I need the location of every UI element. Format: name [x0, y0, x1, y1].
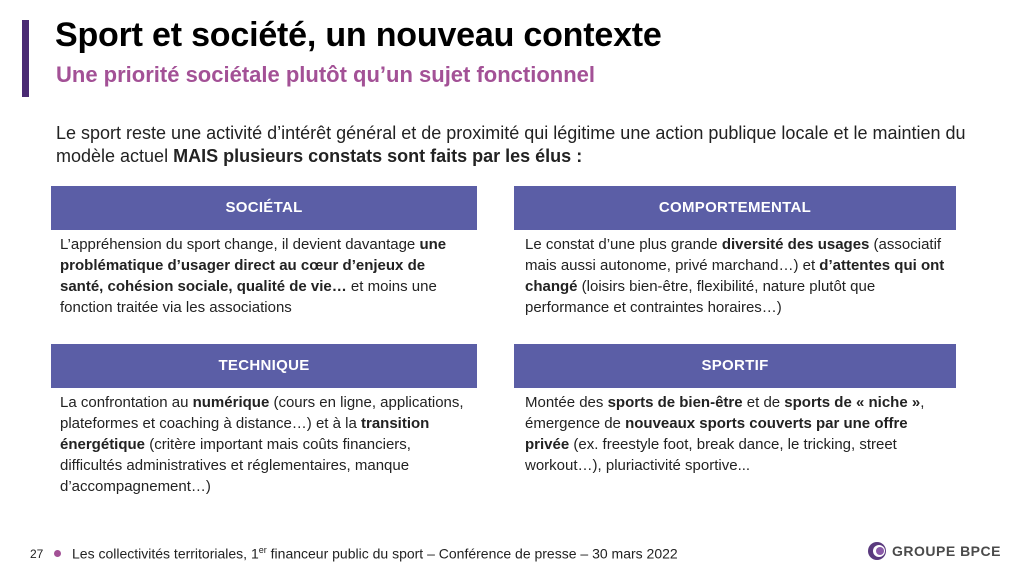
- card-text-part: , émergence de: [525, 394, 925, 432]
- footer-caption: [72, 545, 678, 562]
- card-text-bold: sports de « niche »: [784, 394, 921, 411]
- brand-name: GROUPE BPCE: [892, 543, 1001, 559]
- card-text-bold: numérique: [192, 394, 270, 411]
- brand-logo: [868, 542, 1001, 560]
- card-text-part: Montée des: [525, 394, 608, 411]
- card-text-bold: transition énergétique: [60, 415, 430, 453]
- footer-superscript: er: [258, 545, 267, 555]
- footer-text-part: financeur public du sport – Conférence de presse – 30 mars 2022: [266, 545, 678, 562]
- card-text-comportemental: [525, 234, 945, 318]
- card-header-sportif: SPORTIF: [514, 344, 956, 388]
- card-text-part: (ex. freestyle foot, break dance, le tricking, street workout…), pluriactivité sportive...: [525, 436, 897, 474]
- card-text-part: et moins une fonction traitée via les associations: [60, 278, 437, 316]
- card-text-sportif: [525, 392, 945, 476]
- card-text-bold: une problématique d’usager direct au cœur d’enjeux de santé, cohésion sociale, qualité de vie…: [60, 236, 447, 295]
- card-text-part: Le constat d’une plus grande: [525, 236, 722, 253]
- card-text-bold: nouveaux sports couverts par une offre privée: [525, 415, 908, 453]
- card-text-part: La confrontation au: [60, 394, 193, 411]
- footer-text-part: Les collectivités territoriales, 1: [72, 545, 259, 562]
- title-accent-bar: [22, 20, 29, 97]
- intro-paragraph: [56, 122, 976, 168]
- card-text-part: (cours en ligne, applications, plateformes et coaching à distance…) et à la: [60, 394, 464, 432]
- card-text-bold: diversité des usages: [721, 236, 870, 253]
- card-header-societal: SOCIÉTAL: [51, 186, 477, 230]
- intro-bold-text: MAIS plusieurs constats sont faits par les élus :: [173, 146, 583, 166]
- card-text-societal: [60, 234, 472, 318]
- page-title: Sport et société, un nouveau contexte: [55, 16, 662, 54]
- card-text-part: et de: [742, 394, 785, 411]
- card-text-bold: d’attentes qui ont changé: [525, 257, 945, 295]
- intro-text: Le sport reste une activité d’intérêt général et de proximité qui légitime une action publique locale et le maintien du modèle actuel: [56, 123, 966, 166]
- footer-bullet-icon: [54, 550, 61, 557]
- page-number: 27: [30, 547, 44, 561]
- card-text-part: (critère important mais coûts financiers, difficultés administratives et réglementaires, manque d’accompagnement…): [60, 436, 411, 495]
- card-text-part: (associatif mais aussi autonome, privé marchand…) et: [525, 236, 942, 274]
- card-text-technique: [60, 392, 472, 497]
- card-text-bold: sports de bien-être: [607, 394, 743, 411]
- card-text-part: (loisirs bien-être, flexibilité, nature plutôt que performance et contraintes horaires…): [525, 278, 876, 316]
- card-text-part: L’appréhension du sport change, il devient davantage: [60, 236, 420, 253]
- card-header-technique: TECHNIQUE: [51, 344, 477, 388]
- bpce-logo-icon: [868, 542, 886, 560]
- page-subtitle: Une priorité sociétale plutôt qu’un sujet fonctionnel: [56, 62, 596, 87]
- card-header-comportemental: COMPORTEMENTAL: [514, 186, 956, 230]
